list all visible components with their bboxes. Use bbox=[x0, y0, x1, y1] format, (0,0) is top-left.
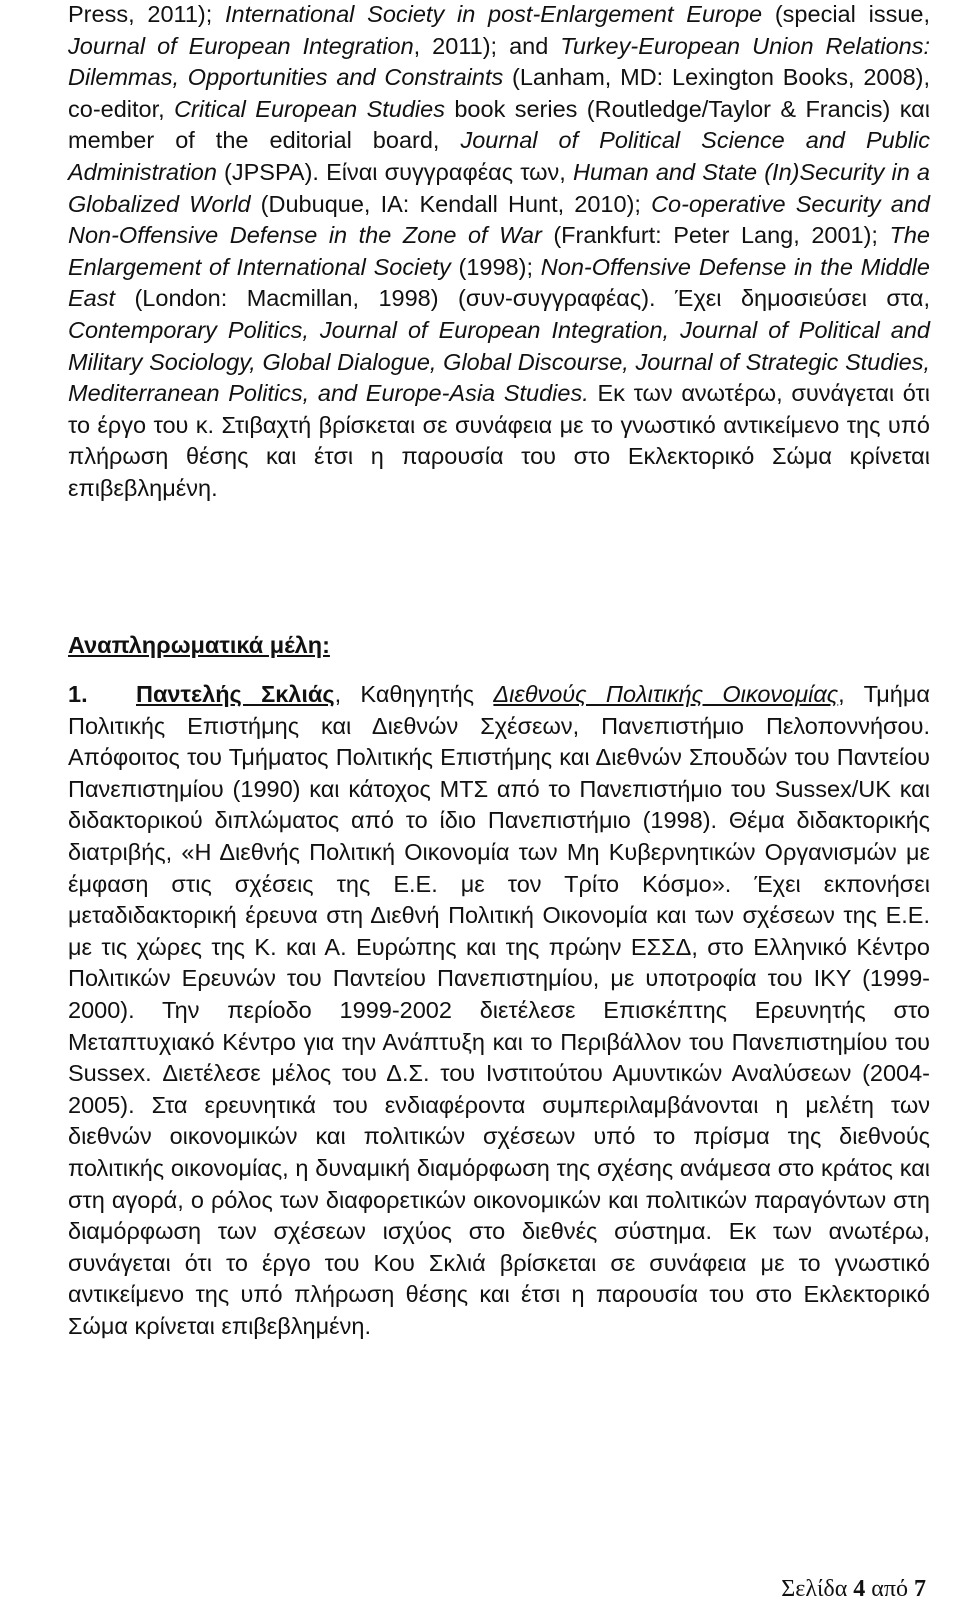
italic-title: Journal of Political Science and Public Administration bbox=[68, 127, 930, 185]
document-body bbox=[68, 0, 930, 505]
italic-title: Human and State (In)Security in a Globalized World bbox=[68, 158, 931, 217]
text-run: (Frankfurt: Peter Lang, 2001); bbox=[541, 222, 890, 249]
footer-page-current: 4 bbox=[853, 1576, 866, 1602]
section-heading-alternate-members: Αναπληρωματικά μέλη: bbox=[68, 632, 330, 658]
paragraph-stivachtis-bio bbox=[68, 0, 930, 505]
text-run: Εκ των ανωτέρω, συνάγεται ότι το έργο του κ. Στιβαχτή βρίσκεται σε συνάφεια με το γνωστικό αντικείμενο της υπό πλήρωση θέσης και έτσι η παρουσία του στο Εκλεκτορικό Σώμα κρίνεται επιβεβλημένη. bbox=[68, 380, 930, 501]
text-run: , Καθηγητής bbox=[334, 681, 494, 707]
footer-page-total: 7 bbox=[914, 1576, 926, 1602]
italic-title: Co-operative Security and Non-Offensive Defense in the Zone of War bbox=[68, 190, 930, 249]
page-footer bbox=[781, 1576, 926, 1603]
text-run: book series (Routledge/Taylor & Francis) και member of the editorial board, bbox=[68, 95, 930, 154]
member-name: Παντελής Σκλιάς bbox=[136, 681, 335, 707]
text-run: (Lanham, MD: Lexington Books, 2008), co-editor, bbox=[68, 64, 930, 122]
footer-of-word: από bbox=[865, 1576, 914, 1602]
italic-title: Turkey-European Union Relations: Dilemmas, Opportunities and Constraints bbox=[68, 32, 931, 91]
text-run: (special issue, bbox=[762, 1, 930, 27]
text-run: (JPSPA). Είναι συγγραφέας των, bbox=[216, 158, 573, 185]
text-run: (Dubuque, IA: Kendall Hunt, 2010); bbox=[250, 190, 652, 217]
italic-title: The Enlargement of International Society bbox=[68, 222, 930, 280]
italic-journals-list: Contemporary Politics, Journal of European Integration, Journal of Political and Military Sociology, Global Dialogue, Global Discourse, Journal of Strategic Studies, Mediterranean Politics, and Europe-Asia Studies. bbox=[68, 316, 930, 407]
footer-page-word: Σελίδα bbox=[781, 1576, 854, 1602]
member-bio bbox=[68, 679, 930, 1342]
text-run: , Τμήμα Πολιτικής Επιστήμης και Διεθνών Σχέσεων, Πανεπιστήμιο Πελοποννήσου. Απόφοιτος του Τμήματος Πολιτικής Επιστήμης και Διεθνών Σπουδών του Παντείου Πανεπιστημίου (1990) και κάτοχος ΜΤΣ από το Πανεπιστήμιο του Sussex/UK και διδακτορικού διπλώματος από το ίδιο Πανεπιστήμιο (1998). Θέμα διδακτορικής διατριβής, «Η Διεθνής Πολιτική Οικονομία των Μη Κυβερνητικών Οργανισμών με έμφαση στις σχέσεις της Ε.Ε. με τον Τρίτο Κόσμο». Έχει εκπονήσει μεταδιδακτορική έρευνα στη Διεθνή Πολιτική Οικονομία και των σχέσεων της Ε.Ε. με τις χώρες της Κ. και Α. Ευρώπης και της πρώην ΕΣΣΔ, στο Ελληνικό Κέντρο Πολιτικών Ερευνών του Παντείου Πανεπιστημίου, με υποτροφία του ΙΚΥ (1999-2000). Την περίοδο 1999-2002 διετέλεσε Επισκέπτης Ερευνητής στο Μεταπτυχιακό Κέντρο για την Ανάπτυξη και το Περιβάλλον του Πανεπιστημίου του Sussex. Διετέλεσε μέλος του Δ.Σ. του Ινστιτούτου Αμυντικών Αναλύσεων (2004-2005). Στα ερευνητικά του ενδιαφέροντα συμπεριλαμβάνονται η μελέτη των διεθνών οικονομικών και πολιτικών σχέσεων υπό το πρίσμα της διεθνούς πολιτικής οικονομίας, η δυναμική διαμόρφωση της σχέσης ανάμεσα στο κράτος και στη αγορά, ο ρόλος των διαφορετικών οικονομικών και πολιτικών παραγόντων στη διαμόρφωση των σχέσεων ισχύος στο διεθνές σύστημα. Εκ των ανωτέρω, συνάγεται ότι το έργο του Κου Σκλιά βρίσκεται σε συνάφεια με το γνωστικό αντικείμενο της υπό πλήρωση θέσης και έτσι η παρουσία του στο Εκλεκτορικό Σώμα κρίνεται επιβεβλημένη. bbox=[68, 681, 930, 1339]
italic-title: Journal of European Integration bbox=[68, 32, 414, 59]
member-field: Διεθνούς Πολιτικής Οικονομίας bbox=[493, 681, 839, 707]
italic-title: Non-Offensive Defense in the Middle East bbox=[68, 253, 930, 312]
list-item-number: 1. bbox=[68, 681, 88, 707]
list-item-member-1 bbox=[68, 679, 930, 1342]
text-run: (London: Macmillan, 1998) (συν-συγγραφέας). Έχει δημοσιεύσει στα, bbox=[115, 285, 930, 312]
text-run: , 2011); and bbox=[413, 32, 561, 59]
text-run: (1998); bbox=[450, 253, 541, 280]
text-run: Press, 2011); bbox=[68, 1, 226, 27]
italic-title: Critical European Studies bbox=[174, 95, 445, 122]
italic-title: International Society in post-Enlargement Europe bbox=[225, 1, 763, 27]
